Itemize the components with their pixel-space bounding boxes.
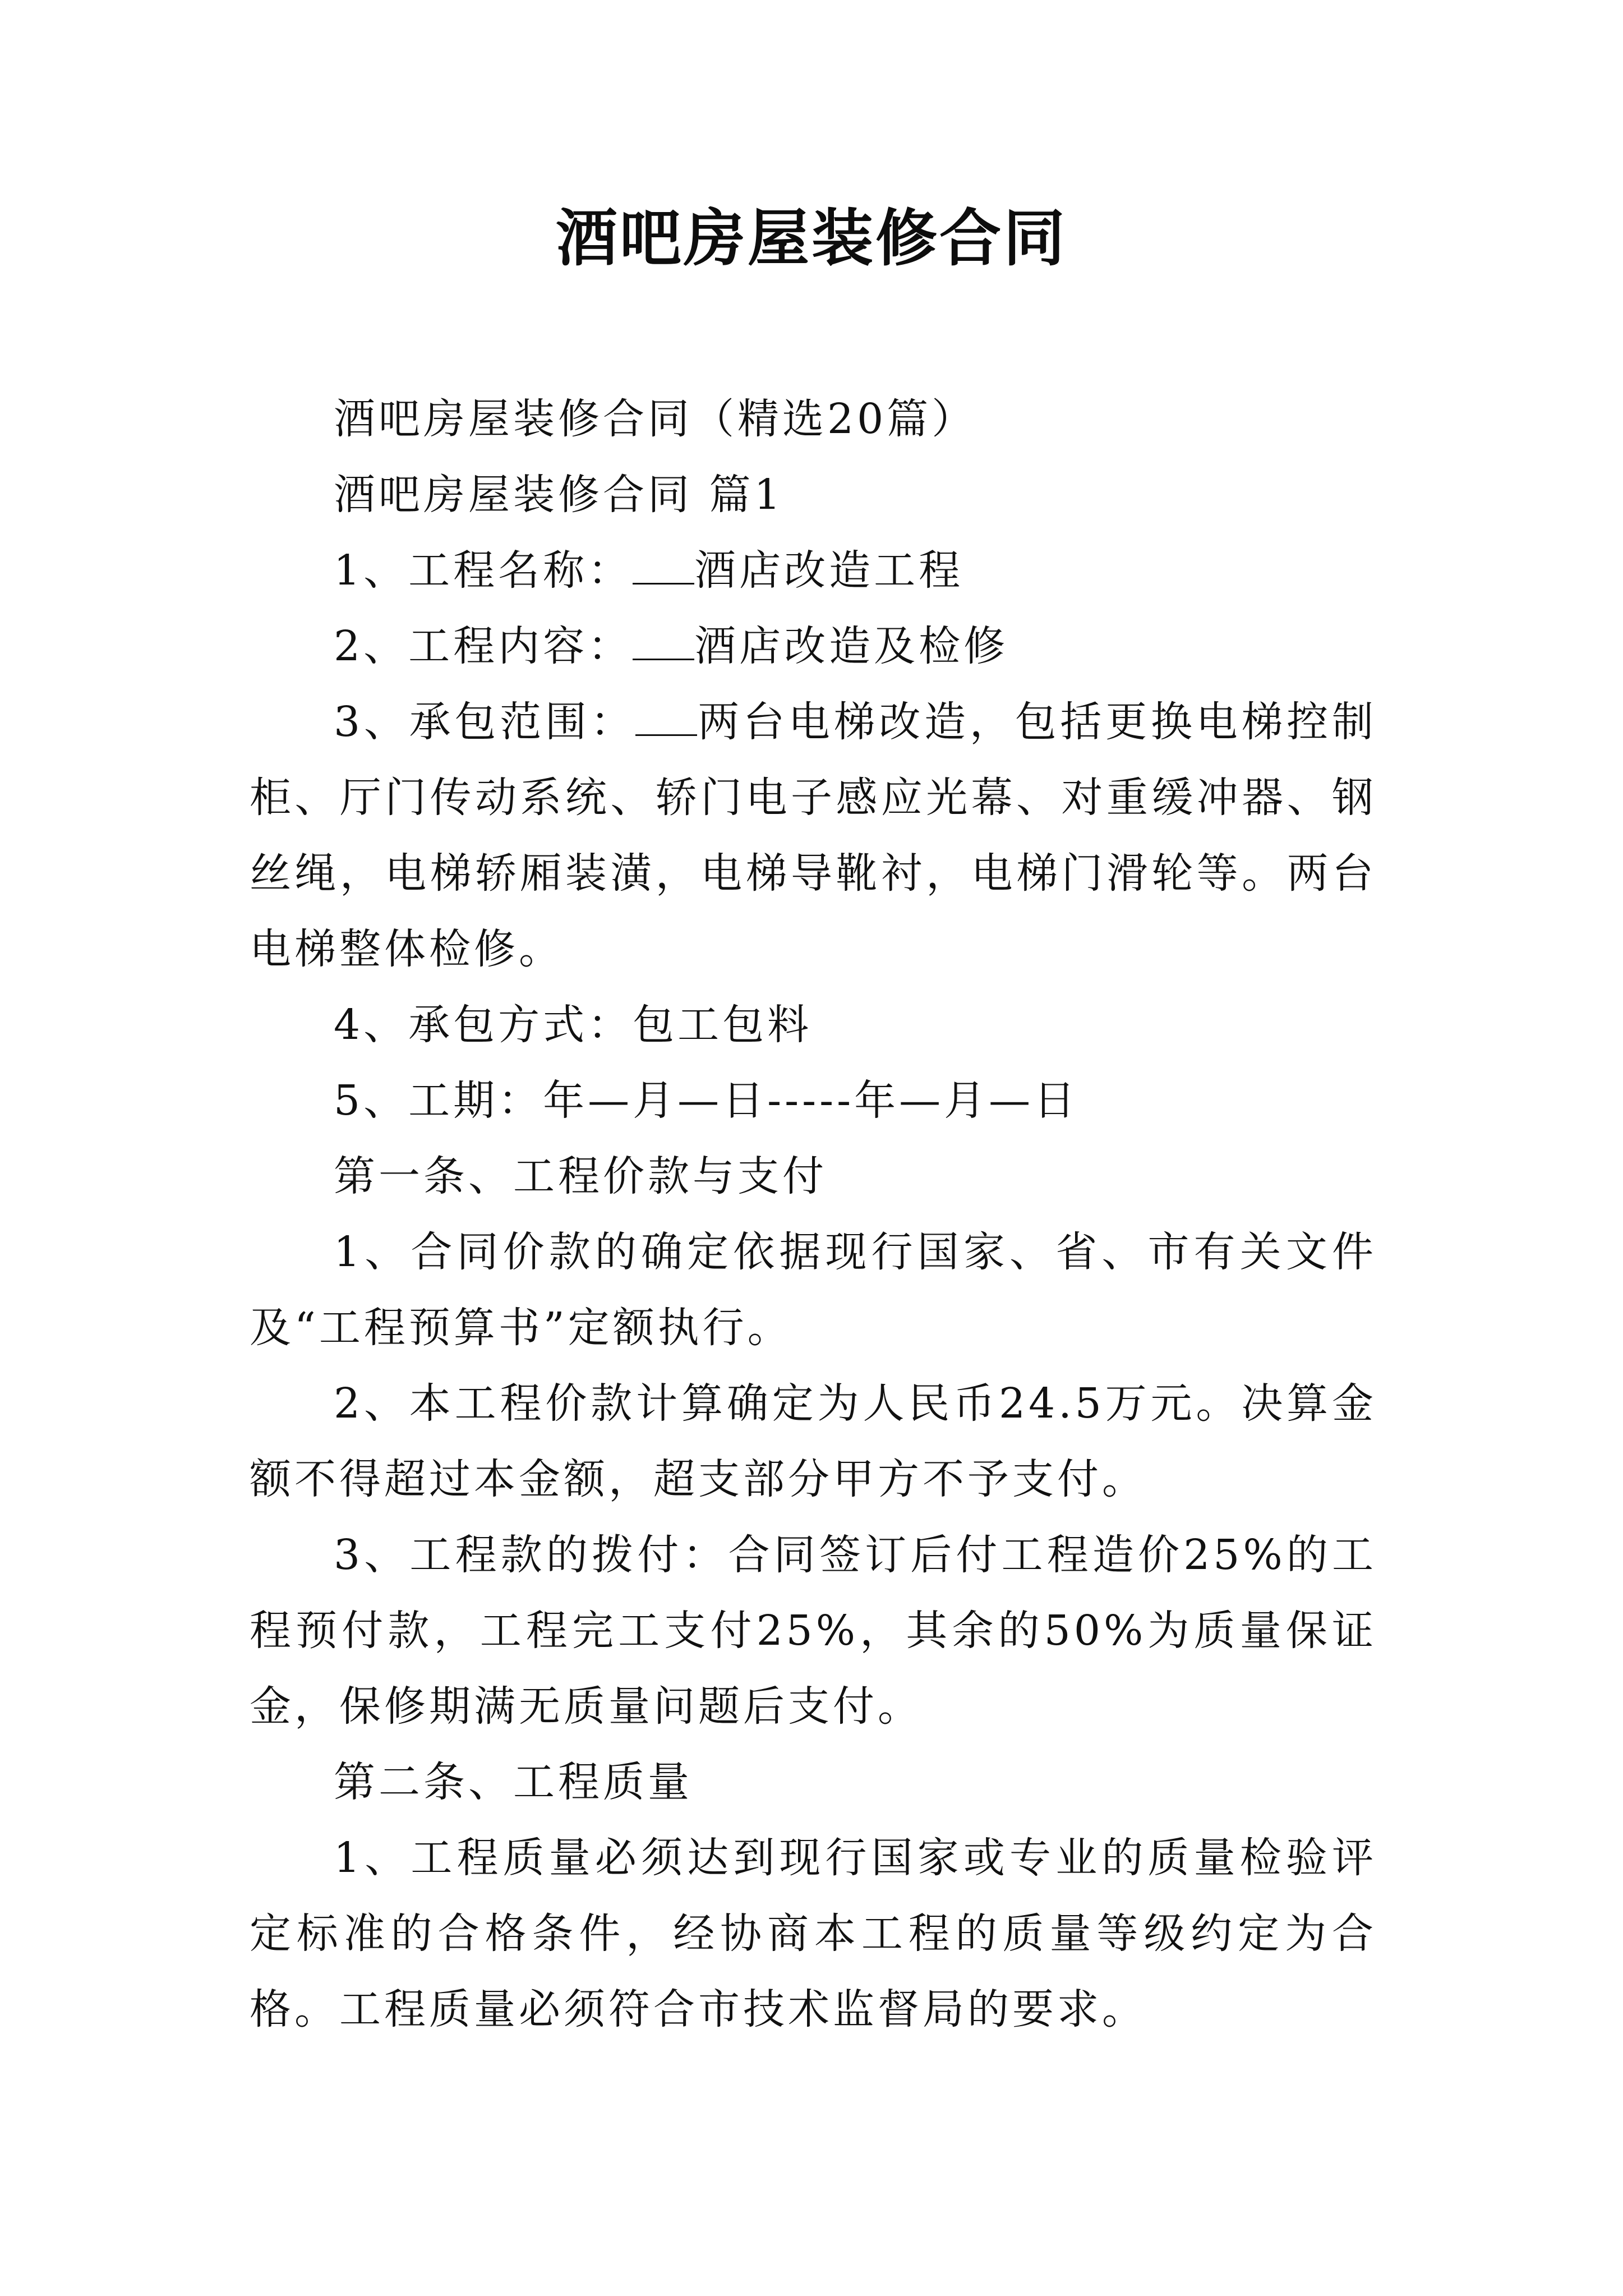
document-body <box>250 381 1377 2047</box>
document-title: 酒吧房屋装修合同 <box>556 202 1067 274</box>
item-work-period: 5、工期：年—月—日-----年—月—日 <box>334 1076 1079 1125</box>
contract-scope-label: 3、承包范围： <box>334 698 636 746</box>
article-1-heading: 第一条、工程价款与支付 <box>334 1152 827 1200</box>
document-subtitle: 酒吧房屋装修合同（精选20篇） <box>334 395 977 443</box>
article-1-paragraph-2: 2、本工程价款计算确定为人民币24.5万元。决算金额不得超过本金额，超支部分甲方不予支付。 <box>250 1379 1377 1503</box>
section-heading: 酒吧房屋装修合同 篇1 <box>334 471 784 519</box>
item-contract-scope <box>250 684 1377 987</box>
item-project-content <box>250 609 1377 684</box>
blank-line <box>633 619 694 660</box>
item-contract-method: 4、承包方式：包工包料 <box>334 1001 813 1049</box>
project-content-value: 酒店改造及检修 <box>694 622 1009 670</box>
project-name-label: 1、工程名称： <box>334 546 633 595</box>
blank-line <box>633 544 694 585</box>
article-1-paragraph-3: 3、工程款的拨付：合同签订后付工程造价25%的工程预付款，工程完工支付25%，其余的50%为质量保证金，保修期满无质量问题后支付。 <box>250 1531 1377 1731</box>
item-project-name <box>250 533 1377 609</box>
article-1-paragraph-1: 1、合同价款的确定依据现行国家、省、市有关文件及“工程预算书”定额执行。 <box>250 1228 1377 1352</box>
project-content-label: 2、工程内容： <box>334 622 633 670</box>
article-2-paragraph-1: 1、工程质量必须达到现行国家或专业的质量检验评定标准的合格条件，经协商本工程的质量等级约定为合格。工程质量必须符合市技术监督局的要求。 <box>250 1834 1377 2033</box>
contract-scope-value: 两台电梯改造，包括更换电梯控制柜、厅门传动系统、轿门电子感应光幕、对重缓冲器、钢丝绳，电梯轿厢装潢，电梯导靴衬，电梯门滑轮等。两台电梯整体检修。 <box>250 698 1377 973</box>
project-name-value: 酒店改造工程 <box>694 546 964 595</box>
blank-line <box>635 695 697 736</box>
article-2-heading: 第二条、工程质量 <box>334 1758 693 1806</box>
